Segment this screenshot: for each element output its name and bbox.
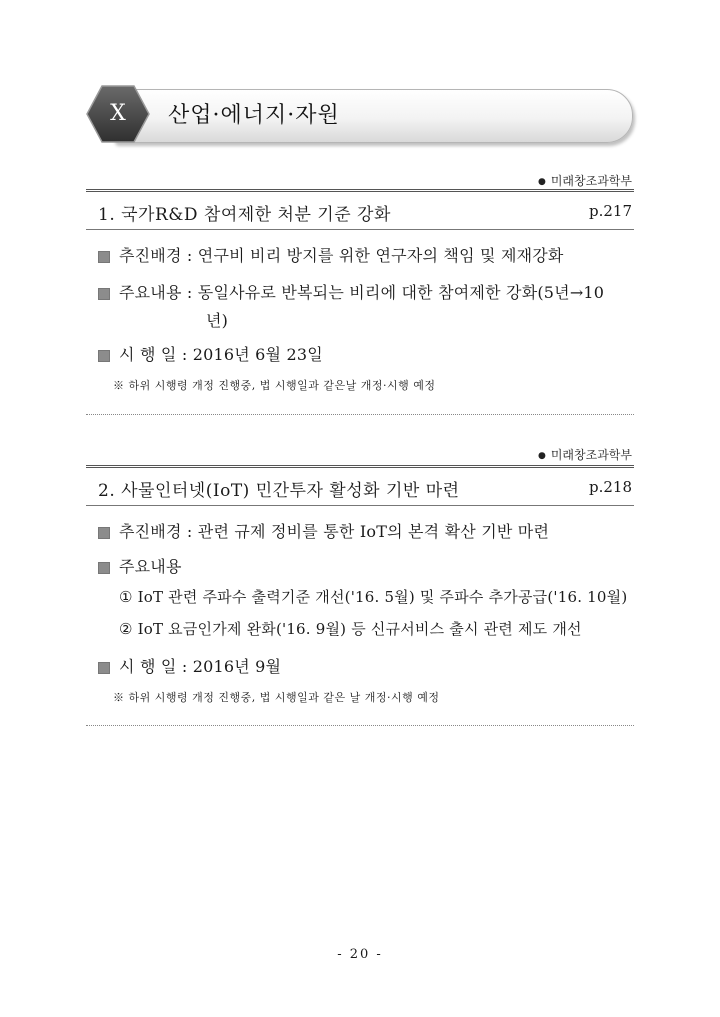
section-1-background: 추진배경 : 연구비 비리 방지를 위한 연구자의 책임 및 제재강화 (119, 246, 564, 265)
section-2-content-label: 주요내용 (119, 557, 182, 576)
section-2-content-item: ② IoT 요금인가제 완화('16. 9월) 등 신규서비스 출시 관련 제도 개선 (119, 620, 582, 638)
section-1-top-rule (86, 189, 634, 192)
section-1-page-ref: p.217 (588, 202, 632, 220)
section-1-content-cont: 년) (206, 311, 229, 330)
section-1-divider (86, 414, 634, 415)
square-bullet-icon (98, 662, 110, 674)
section-1-note: ※ 하위 시행령 개정 진행중, 법 시행일과 같은날 개정·시행 예정 (113, 379, 436, 392)
chapter-title: 산업·에너지·자원 (168, 103, 340, 128)
section-2-ministry: ● 미래창조과학부 (537, 448, 632, 462)
square-bullet-icon (98, 562, 110, 574)
section-2-page-ref: p.218 (588, 478, 632, 496)
section-2-divider (86, 725, 634, 726)
section-2-bottom-rule (86, 505, 634, 506)
section-2-date: 시 행 일 : 2016년 9월 (119, 657, 282, 676)
chapter-number: Ⅹ (110, 101, 126, 126)
section-1-content: 주요내용 : 동일사유로 반복되는 비리에 대한 참여제한 강화(5년→10 (119, 283, 605, 302)
section-2-title: 2. 사물인터넷(IoT) 민간투자 활성화 기반 마련 (98, 481, 460, 501)
section-1-bottom-rule (86, 229, 634, 230)
square-bullet-icon (98, 251, 110, 263)
square-bullet-icon (98, 527, 110, 539)
section-2-note: ※ 하위 시행령 개정 진행중, 법 시행일과 같은 날 개정·시행 예정 (113, 691, 440, 704)
bullet-dot-icon: ● (537, 451, 546, 461)
page-number: - 20 - (337, 947, 383, 962)
square-bullet-icon (98, 288, 110, 300)
section-2-content-item: ① IoT 관련 주파수 출력기준 개선('16. 5월) 및 주파수 추가공급('16. 10월) (119, 588, 628, 606)
section-1-title: 1. 국가R&D 참여제한 처분 기준 강화 (98, 205, 391, 225)
section-2-background: 추진배경 : 관련 규제 정비를 통한 IoT의 본격 확산 기반 마련 (119, 522, 550, 541)
square-bullet-icon (98, 350, 110, 362)
section-1-ministry: ● 미래창조과학부 (537, 174, 632, 188)
section-2-top-rule (86, 465, 634, 468)
section-1-date: 시 행 일 : 2016년 6월 23일 (119, 345, 323, 364)
bullet-dot-icon: ● (537, 177, 546, 187)
